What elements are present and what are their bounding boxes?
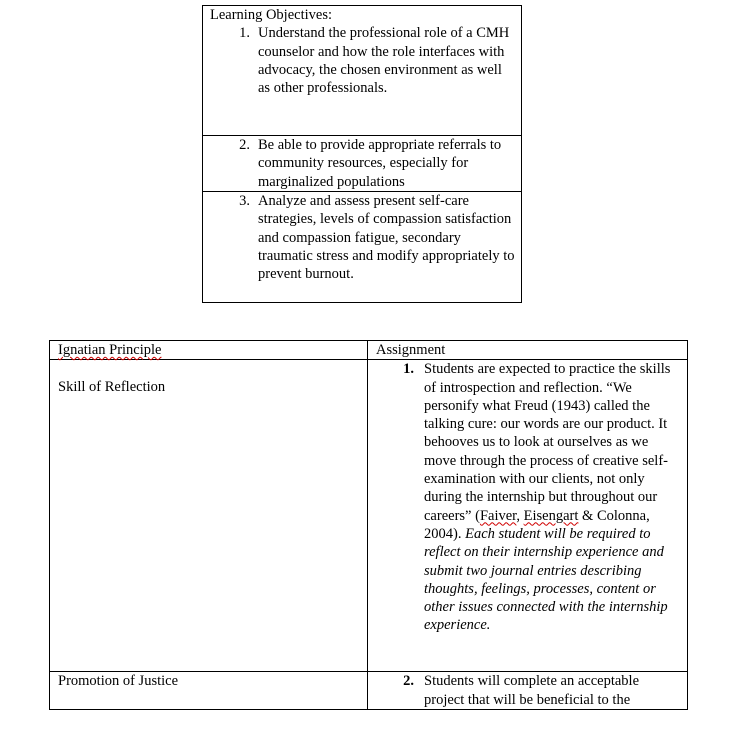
objectives-cell-2 bbox=[203, 136, 522, 192]
assignment-item-1 bbox=[376, 360, 681, 634]
principle-cell bbox=[50, 360, 368, 672]
objective-item-3 bbox=[210, 192, 515, 283]
objectives-header: Learning Objectives: bbox=[210, 7, 332, 23]
assignment-body: Students are expected to practice the skills of introspection and reflection. “We personify what Freud (1943) called the talking cure: our words are our product. It behooves us to look at ourselves as we move through the process of creative self-examination with our clients, not only during the internship but throughout our careers” ( bbox=[424, 361, 671, 524]
assignment-item-2 bbox=[376, 672, 681, 709]
citation-author: Eisengart bbox=[523, 507, 579, 524]
header-ignatian-principle bbox=[50, 341, 368, 360]
objective-text: Understand the professional role of a CMH counselor and how the role interfaces with advocacy, the chosen environment as well as other professionals. bbox=[258, 25, 510, 97]
objective-number: 3. bbox=[239, 193, 250, 209]
objective-number: 2. bbox=[239, 137, 250, 153]
assignment-table bbox=[49, 340, 688, 710]
citation-author: Faiver bbox=[479, 507, 517, 524]
assignment-cell bbox=[368, 360, 688, 672]
objective-text: Be able to provide appropriate referrals to community resources, especially for marginalized populations bbox=[258, 137, 502, 190]
assignment-instruction: Each student will be required to reflect on their internship experience and submit two journal entries describing thoughts, feelings, processes, content or other issues connected with the internship experience. bbox=[424, 525, 668, 634]
citation-separator: , bbox=[516, 507, 524, 524]
assignment-cell bbox=[368, 672, 688, 710]
assignment-text bbox=[424, 360, 681, 634]
assignment-text: Students will complete an acceptable project that will be beneficial to the bbox=[424, 673, 640, 708]
objective-number: 1. bbox=[239, 25, 250, 42]
principle-label: Skill of Reflection bbox=[58, 379, 166, 396]
header-label: Ignatian Principle bbox=[58, 342, 162, 358]
objectives-cell-1 bbox=[203, 6, 522, 136]
principle-label: Promotion of Justice bbox=[58, 673, 179, 690]
citation-tail: & Colonna, 2004). bbox=[424, 507, 650, 542]
learning-objectives-table bbox=[202, 5, 522, 303]
objective-item-1 bbox=[210, 24, 515, 97]
objective-text: Analyze and assess present self-care strategies, levels of compassion satisfaction and compassion fatigue, secondary traumatic stress and modify appropriately to prevent burnout. bbox=[258, 193, 515, 283]
assignment-number: 2. bbox=[403, 673, 414, 690]
header-assignment: Assignment bbox=[368, 341, 688, 360]
objectives-cell-3 bbox=[203, 192, 522, 303]
principle-cell bbox=[50, 672, 368, 710]
assignment-number: 1. bbox=[403, 361, 414, 378]
objective-item-2 bbox=[210, 136, 515, 191]
